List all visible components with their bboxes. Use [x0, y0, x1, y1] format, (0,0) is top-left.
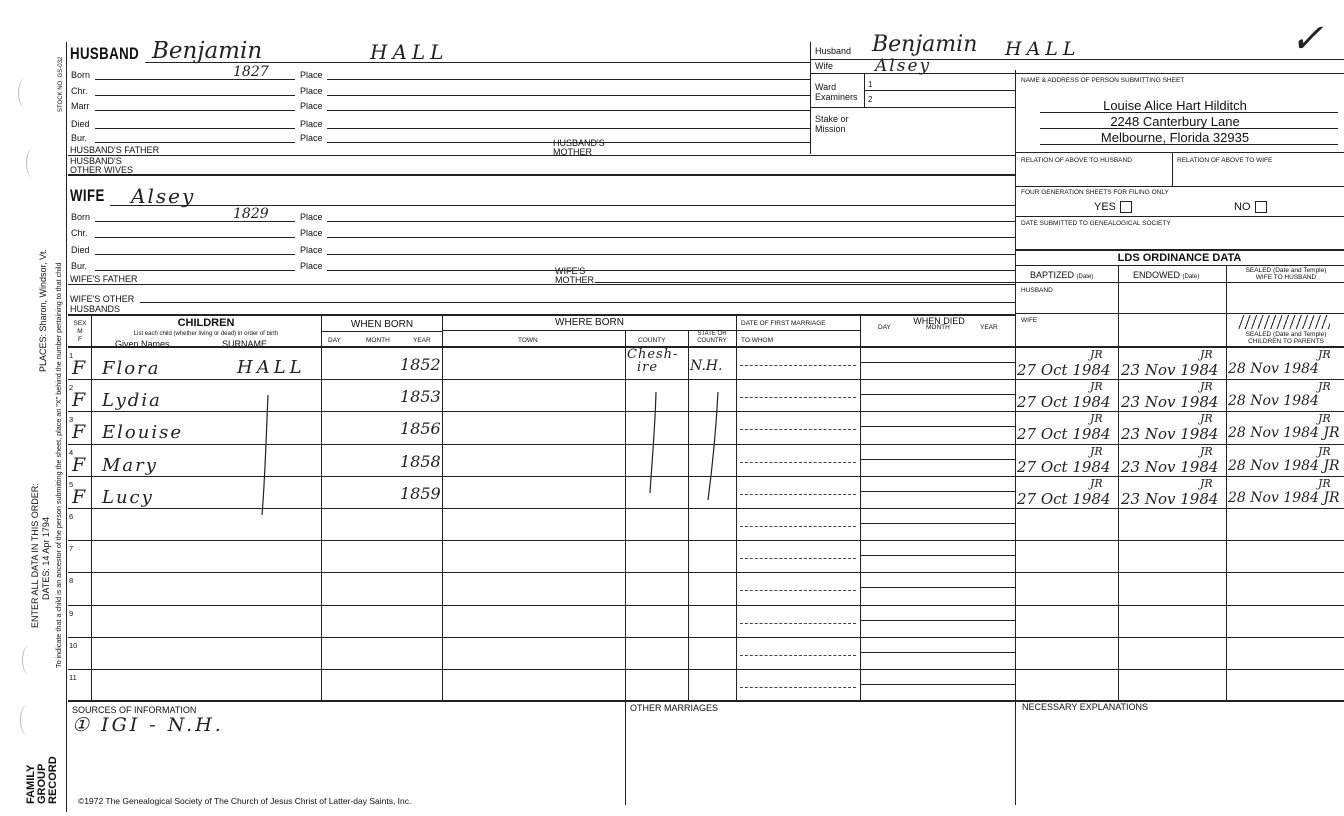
stake-label: Stake or Mission — [815, 114, 849, 134]
husband-other-wives-label: HUSBAND'S OTHER WIVES — [70, 156, 134, 175]
child-sealed: 28 Nov 1984 JR — [1228, 489, 1340, 506]
other-marriages-label: OTHER MARRIAGES — [630, 703, 719, 713]
ordinance-husband-label: HUSBAND — [1021, 287, 1053, 294]
child-number: 11 — [69, 673, 77, 682]
child-number: 10 — [69, 640, 78, 650]
submitter-street: 2248 Canterbury Lane — [1110, 114, 1240, 129]
temple-code: JR — [1318, 476, 1331, 490]
husband-place-label: Place — [300, 70, 323, 80]
child-number: 7 — [69, 544, 74, 554]
child-number: 5 — [69, 479, 74, 489]
side-note-text: To indicate that a child is an ancestor of the person submitting the sheet, place an "X" behind the number pertaining to that child — [54, 262, 63, 668]
child-baptized: 27 Oct 1984 — [1017, 457, 1111, 476]
temple-code: JR — [1318, 380, 1331, 394]
ward-husband-value: Benjamin — [872, 32, 978, 57]
wife-given: Alsey — [131, 184, 196, 208]
temple-code: JR — [1318, 412, 1331, 426]
child-baptized: 27 Oct 1984 — [1017, 393, 1111, 412]
state-header: STATE OR COUNTRY — [697, 331, 727, 344]
child-birth-year: 1856 — [400, 419, 441, 439]
county-header: COUNTY — [638, 337, 666, 344]
endowed-label: ENDOWED (Date) — [1133, 270, 1200, 280]
child-sex: F — [72, 357, 86, 379]
month-header: MONTH — [366, 337, 390, 344]
wife-place-label: Place — [300, 212, 323, 222]
sex-header: SEX M F — [73, 320, 87, 343]
child-birth-year: 1853 — [400, 387, 441, 407]
submitter-header: NAME & ADDRESS OF PERSON SUBMITTING SHEET — [1021, 77, 1185, 84]
wife-place-label: Place — [300, 228, 323, 238]
sealed-children-label: SEALED (Date and Temple) CHILDREN TO PARENTS — [1245, 331, 1327, 345]
child-sex: F — [72, 421, 86, 444]
child-given-name: Mary — [102, 454, 158, 476]
yes-option[interactable]: YES — [1094, 201, 1132, 213]
temple-code: JR — [1200, 444, 1213, 458]
checkmark: ✓ — [1290, 16, 1324, 62]
ward-husband-surname: HALL — [1005, 38, 1081, 60]
relation-wife-label: RELATION OF ABOVE TO WIFE — [1177, 157, 1273, 164]
husband-event-label: Died — [71, 119, 90, 129]
husband-event-label: Chr. — [71, 86, 88, 96]
husband-surname: HALL — [370, 40, 449, 64]
to-whom-header: TO WHOM — [741, 337, 774, 344]
child-given-name: Lydia — [102, 390, 162, 412]
temple-code: JR — [1090, 476, 1103, 490]
wife-event-label: Died — [71, 245, 90, 255]
sealed-wife-label: SEALED (Date and Temple) WIFE TO HUSBAND — [1245, 267, 1327, 281]
child-sex: F — [72, 389, 86, 412]
side-enter-text: ENTER ALL DATA IN THIS ORDER: — [30, 483, 40, 628]
died-day-header: DAY — [878, 324, 891, 331]
died-year-header: YEAR — [980, 324, 998, 331]
wife-event-label: Born — [71, 212, 91, 222]
temple-code: JR — [1090, 380, 1103, 394]
wife-mother-label: WIFE'S MOTHER — [555, 266, 594, 285]
wife-father-label: WIFE'S FATHER — [70, 274, 138, 284]
temple-code: JR — [1200, 476, 1213, 490]
temple-code: JR — [1090, 348, 1103, 361]
temple-code: JR — [1090, 412, 1103, 426]
child-baptized: 27 Oct 1984 — [1017, 425, 1111, 444]
child-sealed: 28 Nov 1984 JR — [1228, 425, 1340, 442]
husband-label: HUSBAND — [70, 44, 140, 63]
wife-place-label: Place — [300, 245, 323, 255]
child-state: N.H. — [690, 358, 723, 374]
relation-husband-label: RELATION OF ABOVE TO HUSBAND — [1021, 157, 1132, 164]
side-dates-text: DATES: 14 Apr 1794 — [41, 517, 51, 600]
wife-event-label: Chr. — [71, 228, 88, 238]
temple-code: JR — [1090, 444, 1103, 458]
examiner-1: 1 — [868, 80, 873, 89]
ordinance-wife-label: WIFE — [1021, 317, 1038, 324]
ward-husband-label: Husband — [815, 46, 852, 56]
day-header: DAY — [328, 337, 341, 344]
child-number: 1 — [69, 351, 74, 360]
child-baptized: 27 Oct 1984 — [1017, 489, 1111, 508]
temple-code: JR — [1318, 444, 1331, 458]
child-endowed: 23 Nov 1984 — [1121, 361, 1219, 379]
child-number: 6 — [69, 512, 74, 521]
examiners-label: Examiners — [815, 92, 858, 102]
husband-event-label: Marr — [71, 101, 90, 111]
child-birth-year: 1852 — [400, 355, 441, 374]
given-names-header: Given Names — [115, 339, 170, 349]
child-endowed: 23 Nov 1984 — [1121, 489, 1219, 508]
submitter-name: Louise Alice Hart Hilditch — [1103, 98, 1247, 113]
ward-wife-value: Alsey — [875, 56, 932, 76]
form-title: FAMILY GROUP RECORD — [25, 756, 59, 804]
child-number: 3 — [69, 415, 74, 425]
ward-label: Ward — [815, 82, 837, 92]
surname-header: SURNAME — [222, 339, 268, 349]
footer-top-line — [68, 700, 1344, 702]
children-header: CHILDREN — [177, 317, 235, 329]
no-option[interactable]: NO — [1234, 201, 1267, 213]
child-sealed: 28 Nov 1984 — [1228, 361, 1319, 377]
child-given-name: Lucy — [102, 486, 154, 508]
wife-place-label: Place — [300, 261, 323, 271]
list-note: List each child (whether living or dead) in order of birth — [133, 331, 279, 337]
baptized-label: BAPTIZED (Date) — [1030, 270, 1094, 280]
child-given-name: Elouise — [102, 422, 183, 444]
husband-place-label: Place — [300, 119, 323, 129]
temple-code: JR — [1200, 380, 1213, 394]
child-endowed: 23 Nov 1984 — [1121, 457, 1219, 476]
husband-event-label: Born — [71, 70, 91, 80]
temple-code: JR — [1200, 412, 1213, 426]
child-surname: HALL — [237, 357, 306, 378]
husband-event-label: Bur. — [71, 133, 88, 143]
necessary-explanations-label: NECESSARY EXPLANATIONS — [1022, 702, 1149, 712]
temple-code: JR — [1318, 348, 1331, 361]
husband-place-label: Place — [300, 101, 323, 111]
husband-place-label: Place — [300, 133, 323, 143]
wife-label: WIFE — [70, 186, 105, 205]
year-header: YEAR — [413, 337, 431, 344]
child-sex: F — [72, 453, 86, 476]
husband-given: Benjamin — [152, 38, 263, 64]
child-given-name: Flora — [102, 358, 161, 379]
ordinance-title: LDS ORDINANCE DATA — [1117, 252, 1242, 264]
child-endowed: 23 Nov 1984 — [1121, 425, 1219, 444]
four-gen-label: FOUR GENERATION SHEETS FOR FILING ONLY — [1021, 189, 1169, 196]
child-number: 9 — [69, 608, 74, 618]
died-month-header: MONTH — [926, 324, 950, 331]
child-number: 4 — [69, 447, 74, 457]
when-died-header: WHEN DIED — [913, 316, 965, 326]
child-endowed: 23 Nov 1984 — [1121, 393, 1219, 412]
child-sealed: 28 Nov 1984 JR — [1228, 457, 1340, 474]
copyright: ©1972 The Genealogical Society of The Church of Jesus Christ of Latter-day Saints, Inc. — [78, 796, 412, 806]
town-header: TOWN — [518, 337, 538, 344]
date-submitted-label: DATE SUBMITTED TO GENEALOGICAL SOCIETY — [1021, 220, 1171, 227]
child-sealed: 28 Nov 1984 — [1228, 393, 1319, 410]
child-number: 2 — [69, 383, 74, 393]
where-born-header: WHERE BORN — [555, 317, 624, 328]
when-born-header: WHEN BORN — [350, 319, 414, 330]
husband-father-label: HUSBAND'S FATHER — [70, 145, 160, 155]
husband-birth-year: 1827 — [233, 64, 269, 80]
examiner-2: 2 — [868, 95, 873, 104]
temple-code: JR — [1200, 348, 1213, 361]
sources-value: ① IGI - N.H. — [72, 714, 224, 736]
child-sex: F — [72, 485, 86, 508]
side-places-text: PLACES: Sharon, Windsor, Vt. — [38, 248, 48, 372]
sources-label: SOURCES OF INFORMATION — [72, 705, 197, 715]
child-county-1: Chesh- — [627, 347, 679, 362]
child-baptized: 27 Oct 1984 — [1017, 361, 1111, 379]
child-birth-year: 1858 — [400, 451, 441, 471]
stock-number: STOCK NO. GS-032 — [58, 56, 64, 112]
ward-wife-label: Wife — [815, 61, 833, 71]
submitter-city: Melbourne, Florida 32935 — [1100, 130, 1250, 145]
wife-birth-year: 1829 — [233, 206, 269, 222]
wife-other-husbands-label: WIFE'S OTHER HUSBANDS — [70, 294, 135, 314]
wife-event-label: Bur. — [71, 261, 88, 271]
husband-mother-label: HUSBAND'S MOTHER — [553, 138, 605, 157]
first-marriage-header: DATE OF FIRST MARRIAGE — [741, 320, 826, 327]
child-county-2: ire — [637, 360, 659, 375]
husband-place-label: Place — [300, 86, 323, 96]
child-birth-year: 1859 — [400, 483, 441, 503]
child-number: 8 — [69, 576, 74, 586]
